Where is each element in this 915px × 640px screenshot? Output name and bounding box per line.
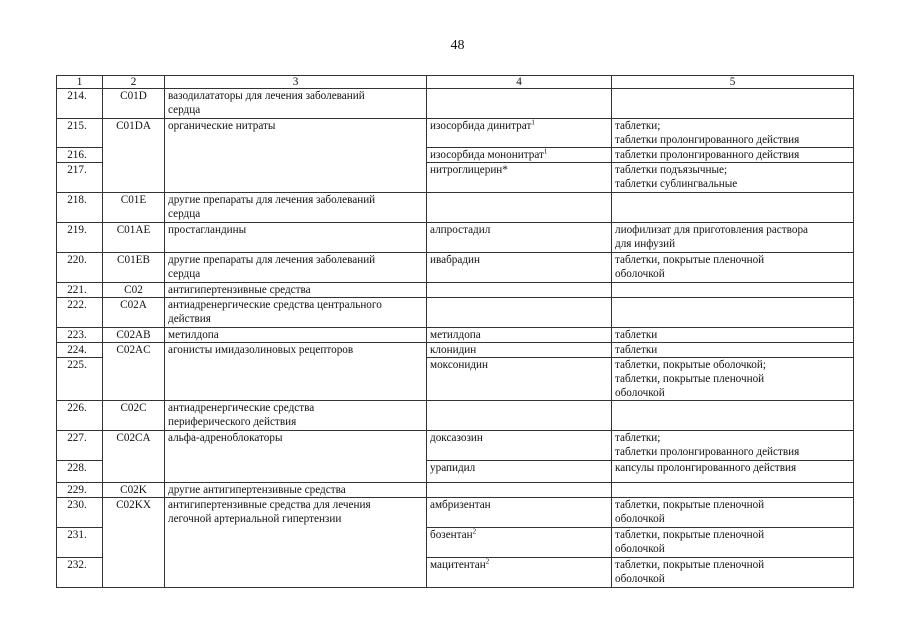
table-row [57,343,854,358]
row-number: 224. [57,343,103,358]
atc-description [165,89,427,119]
drug-name [427,483,612,498]
description-line: сердца [168,268,201,280]
drug-name-text: амбризентан [430,499,491,511]
dosage-form [612,193,854,223]
atc-code: C02 [103,283,165,298]
dosage-form [612,558,854,588]
row-number: 230. [57,498,103,528]
dosage-form [612,401,854,431]
atc-description [165,283,427,298]
dosage-form-line: оболочкой [615,513,665,525]
drug-name [427,89,612,119]
atc-description [165,328,427,343]
dosage-form [612,223,854,253]
description-line: сердца [168,104,201,116]
table-row [57,298,854,328]
row-number: 229. [57,483,103,498]
drug-name [427,528,612,558]
dosage-form-line: таблетки; [615,120,661,132]
dosage-form [612,163,854,193]
description-line: метилдопа [168,329,219,341]
atc-description [165,431,427,483]
dosage-form [612,283,854,298]
row-number: 217. [57,163,103,193]
atc-description [165,298,427,328]
dosage-form [612,483,854,498]
dosage-form-line: таблетки, покрытые оболочкой; [615,359,766,371]
dosage-form-line: для инфузий [615,238,676,250]
drug-name-text: мацитентан [430,559,486,571]
drug-name [427,461,612,483]
drug-name-text: клонидин [430,344,477,356]
atc-code: C02C [103,401,165,431]
atc-code: C01E [103,193,165,223]
drug-name-text: бозентан [430,529,473,541]
drug-name [427,298,612,328]
table-row [57,253,854,283]
header-col-4: 4 [427,76,612,89]
dosage-form [612,343,854,358]
dosage-form [612,461,854,483]
drug-name-text: урапидил [430,462,476,474]
drug-name [427,401,612,431]
row-number: 214. [57,89,103,119]
drug-name-text: ивабрадин [430,254,481,266]
dosage-form-line: лиофилизат для приготовления раствора [615,224,808,236]
drug-name [427,558,612,588]
row-number: 231. [57,528,103,558]
atc-code: C02AC [103,343,165,401]
drug-name-text: нитроглицерин* [430,164,508,176]
description-line: легочной артериальной гипертензии [168,513,342,525]
drug-name-text: алпростадил [430,224,491,236]
atc-code: C01EB [103,253,165,283]
description-line: антиадренергические средства [168,402,315,414]
dosage-form-line: таблетки; [615,432,661,444]
dosage-form-line: капсулы пролонгированного действия [615,462,797,474]
description-line: антигипертензивные средства для лечения [168,499,371,511]
dosage-form-line: таблетки, покрытые пленочной [615,254,765,266]
dosage-form [612,119,854,148]
page-number: 48 [450,38,465,53]
drug-name-text: метилдопа [430,329,481,341]
dosage-form-line: оболочкой [615,573,665,585]
drug-name-text: моксонидин [430,359,489,371]
drug-name [427,431,612,461]
table-row [57,328,854,343]
atc-code: C02KX [103,498,165,588]
atc-description [165,119,427,193]
description-line: простагландины [168,224,247,236]
drug-name [427,163,612,193]
header-col-5: 5 [612,76,854,89]
drug-name [427,253,612,283]
atc-code: C02A [103,298,165,328]
dosage-form-line: оболочкой [615,268,665,280]
footnote-marker: 2 [485,557,490,566]
table-row [57,431,854,461]
dosage-form-line: таблетки [615,344,658,356]
drug-name [427,498,612,528]
dosage-form-line: таблетки пролонгированного действия [615,134,800,146]
footnote-marker: 1 [543,147,548,156]
drug-name [427,328,612,343]
dosage-form [612,253,854,283]
description-line: действия [168,313,211,325]
row-number: 226. [57,401,103,431]
dosage-form [612,498,854,528]
table-row [57,89,854,119]
table-header-row [57,76,854,89]
dosage-form [612,148,854,163]
description-line: сердца [168,208,201,220]
atc-description [165,223,427,253]
atc-code: C02AB [103,328,165,343]
drug-name [427,148,612,163]
footnote-marker: 2 [472,527,477,536]
table-row [57,223,854,253]
dosage-form [612,358,854,401]
row-number: 220. [57,253,103,283]
table-row [57,283,854,298]
drug-name-text: изосорбида мононитрат [430,149,544,161]
description-line: периферического действия [168,416,297,428]
dosage-form-line: таблетки пролонгированного действия [615,149,800,161]
atc-description [165,483,427,498]
drug-name [427,193,612,223]
dosage-form [612,89,854,119]
table-row [57,483,854,498]
row-number: 232. [57,558,103,588]
dosage-form-line: таблетки [615,329,658,341]
dosage-form-line: таблетки, покрытые пленочной [615,559,765,571]
table-row [57,119,854,148]
row-number: 221. [57,283,103,298]
header-col-3: 3 [165,76,427,89]
atc-description [165,401,427,431]
row-number: 218. [57,193,103,223]
table-row [57,193,854,223]
dosage-form-line: таблетки, покрытые пленочной [615,499,765,511]
drug-name [427,358,612,401]
atc-description [165,343,427,401]
header-col-2: 2 [103,76,165,89]
atc-code: C01DA [103,119,165,193]
header-col-1: 1 [57,76,103,89]
atc-description [165,253,427,283]
atc-code: C02K [103,483,165,498]
description-line: органические нитраты [168,120,276,132]
description-line: альфа-адреноблокаторы [168,432,283,444]
footnote-marker: 1 [531,118,535,127]
dosage-form [612,328,854,343]
row-number: 228. [57,461,103,483]
dosage-form-line: оболочкой [615,543,665,555]
dosage-form [612,431,854,461]
dosage-form [612,528,854,558]
drug-name-text: изосорбида динитрат [430,120,532,132]
description-line: агонисты имидазолиновых рецепторов [168,344,354,356]
row-number: 227. [57,431,103,461]
atc-description [165,193,427,223]
dosage-form-line: оболочкой [615,387,665,399]
description-line: другие препараты для лечения заболеваний [168,254,376,266]
row-number: 225. [57,358,103,401]
table-row [57,401,854,431]
dosage-form-line: таблетки пролонгированного действия [615,446,800,458]
drug-table [56,75,854,588]
drug-name [427,223,612,253]
row-number: 215. [57,119,103,148]
dosage-form-line: таблетки, покрытые пленочной [615,529,765,541]
atc-code: C02CA [103,431,165,483]
dosage-form-line: таблетки подъязычные; [615,164,728,176]
row-number: 219. [57,223,103,253]
description-line: вазодилататоры для лечения заболеваний [168,90,365,102]
drug-name [427,343,612,358]
row-number: 223. [57,328,103,343]
description-line: другие антигипертензивные средства [168,484,346,496]
atc-code: C01D [103,89,165,119]
description-line: антигипертензивные средства [168,284,311,296]
description-line: другие препараты для лечения заболеваний [168,194,376,206]
table-row [57,498,854,528]
row-number: 216. [57,148,103,163]
dosage-form-line: таблетки, покрытые пленочной [615,373,765,385]
description-line: антиадренергические средства центрального [168,299,382,311]
dosage-form [612,298,854,328]
drug-name [427,119,612,148]
dosage-form-line: таблетки сублингвальные [615,178,738,190]
drug-name [427,283,612,298]
drug-name-text: доксазозин [430,432,483,444]
atc-description [165,498,427,588]
row-number: 222. [57,298,103,328]
atc-code: C01AE [103,223,165,253]
